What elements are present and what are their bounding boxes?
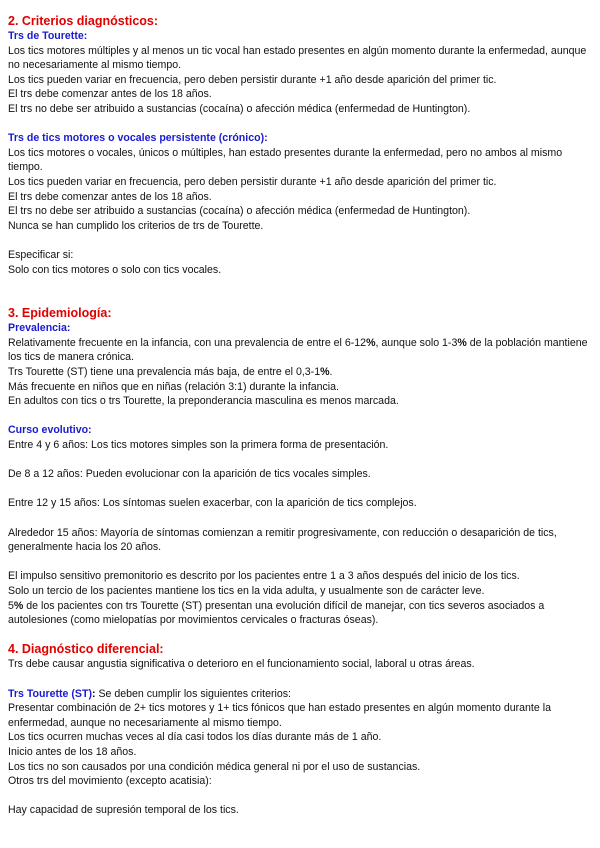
paragraph: Entre 4 y 6 años: Los tics motores simples son la primera forma de presentación.	[8, 439, 389, 452]
paragraph: En adultos con tics o trs Tourette, la preponderancia masculina es menos marcada.	[8, 395, 399, 408]
paragraph: Los tics pueden variar en frecuencia, pero deben persistir durante +1 año desde aparición del primer tic.	[8, 175, 497, 188]
subheading-prevalencia: Prevalencia:	[8, 322, 71, 335]
section-title-diferencial: 4. Diagnóstico diferencial:	[8, 642, 164, 657]
subheading-curso: Curso evolutivo:	[8, 424, 92, 437]
percent-sign: %	[320, 366, 330, 379]
paragraph	[8, 599, 592, 628]
specify-value: Solo con tics motores o solo con tics vocales.	[8, 263, 222, 276]
percent-sign: %	[13, 599, 24, 612]
subheading-tourette: Trs de Tourette:	[8, 30, 88, 42]
percent-sign: %	[457, 336, 467, 349]
paragraph	[8, 687, 592, 702]
st-colon: :	[91, 687, 96, 700]
text: Relativamente frecuente en la infancia, con una prevalencia de entre el 6-12	[8, 336, 367, 349]
paragraph: Entre 12 y 15 años: Los síntomas suelen exacerbar, con la aparición de tics complejos.	[8, 497, 417, 510]
percent-sign: %	[366, 336, 376, 349]
paragraph: Los tics pueden variar en frecuencia, pero deben persistir durante +1 año desde aparición del primer tic.	[8, 73, 497, 86]
paragraph: Inicio antes de los 18 años.	[8, 745, 137, 758]
paragraph: De 8 a 12 años: Pueden evolucionar con la aparición de tics vocales simples.	[8, 468, 371, 481]
text: de los pacientes con trs Tourette (ST) presentan una evolución difícil de manejar, con tics severos asociados a autolesiones (como mielopatías por movimientos cervicales o fracturas óseas).	[8, 599, 545, 627]
section-title-epidemiologia: 3. Epidemiología:	[8, 306, 112, 321]
text: , aunque solo 1-3	[375, 336, 458, 349]
paragraph: Alrededor 15 años: Mayoría de síntomas comienzan a remitir progresivamente, con reducción o desaparición de tics, generalmente hacia los 20 años.	[8, 526, 557, 554]
paragraph: Los tics no son causados por una condición médica general ni por el uso de sustancias.	[8, 760, 421, 773]
paragraph: El impulso sensitivo premonitorio es descrito por los pacientes entre 1 a 3 años después del inicio de los tics.	[8, 570, 520, 583]
text: Trs Tourette (ST) tiene una prevalencia más baja, de entre el 0,3-1	[8, 366, 321, 379]
paragraph	[8, 365, 592, 380]
paragraph: Los tics motores o vocales, únicos o múltiples, han estado presentes durante la enfermedad, pero no ambos al mismo tiempo.	[8, 146, 563, 174]
paragraph: Los tics ocurren muchas veces al día casi todos los días durante más de 1 año.	[8, 731, 382, 744]
text: Se deben cumplir los siguientes criterios:	[95, 687, 291, 700]
text: .	[329, 366, 333, 379]
text: de la población mantiene los tics de manera crónica.	[8, 336, 588, 364]
paragraph: Solo un tercio de los pacientes mantiene los tics en la vida adulta, y usualmente son de carácter leve.	[8, 584, 485, 597]
paragraph: Nunca se han cumplido los criterios de trs de Tourette.	[8, 219, 264, 232]
section-title-criterios: 2. Criterios diagnósticos:	[8, 14, 159, 28]
text: 5	[8, 599, 14, 612]
paragraph: Presentar combinación de 2+ tics motores y 1+ tics fónicos que han estado presentes en algún momento durante la enfermedad, aunque no necesariamente al mismo tiempo.	[8, 702, 551, 729]
paragraph: Los tics motores múltiples y al menos un tic vocal han estado presentes en algún momento durante la enfermedad, aunque no necesariamente al mismo tiempo.	[8, 44, 587, 72]
paragraph: El trs no debe ser atribuido a sustancias (cocaína) o afección médica (enfermedad de Huntington).	[8, 205, 471, 218]
paragraph: Más frecuente en niños que en niñas (relación 3:1) durante la infancia.	[8, 380, 339, 393]
paragraph: El trs debe comenzar antes de los 18 años.	[8, 88, 212, 101]
paragraph: Hay capacidad de supresión temporal de los tics.	[8, 804, 239, 817]
st-label: Trs Tourette (ST)	[8, 687, 92, 700]
subheading-cronico: Trs de tics motores o vocales persistente (crónico):	[8, 132, 268, 145]
paragraph: El trs no debe ser atribuido a sustancias (cocaína) o afección médica (enfermedad de Huntington).	[8, 102, 471, 115]
paragraph: Trs debe causar angustia significativa o deterioro en el funcionamiento social, laboral u otras áreas.	[8, 658, 475, 671]
paragraph: Otros trs del movimiento (excepto acatisia):	[8, 775, 212, 788]
paragraph: El trs debe comenzar antes de los 18 años.	[8, 190, 212, 203]
paragraph	[8, 336, 592, 365]
specify-label: Especificar si:	[8, 248, 74, 261]
